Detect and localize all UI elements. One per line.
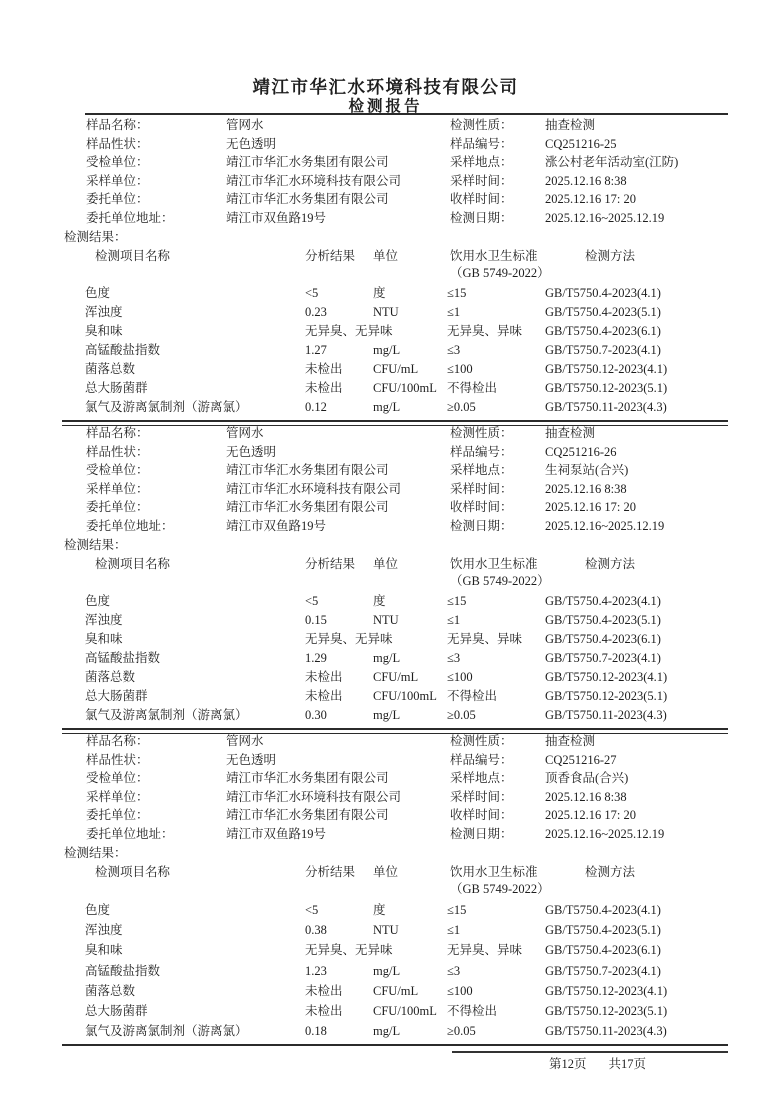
result-row (62, 900, 728, 920)
item-name: 高锰酸盐指数 (85, 651, 161, 665)
results-table (62, 592, 728, 725)
standard-value: ≤3 (447, 651, 461, 665)
standard-title: 饮用水卫生标准 (450, 249, 538, 263)
column-header-item: 检测项目名称 (95, 249, 171, 263)
column-header-method: 检测方法 (585, 865, 636, 879)
info-label: 受检单位： (86, 463, 149, 478)
standard-value: ≤100 (447, 983, 473, 998)
unit-value: mg/L (373, 400, 401, 414)
info-value: 管网水 (226, 734, 264, 748)
column-header-item: 检测项目名称 (95, 557, 171, 571)
info-value: 管网水 (226, 118, 264, 132)
method-value: GB/T5750.7-2023(4.1) (545, 963, 661, 978)
result-row (62, 1021, 728, 1041)
standard-value: 不得检出 (447, 1003, 498, 1018)
result-value: 未检出 (305, 689, 343, 703)
info-label: 样品编号： (450, 444, 513, 459)
unit-value (373, 940, 447, 960)
unit-value: mg/L (373, 343, 401, 357)
info-label: 收样时间： (450, 192, 513, 207)
info-label: 样品名称： (86, 118, 149, 132)
method-value: GB/T5750.12-2023(4.1) (545, 670, 668, 684)
info-value: 靖江市华汇水环境科技有限公司 (226, 789, 402, 804)
info-label: 检测日期： (450, 826, 513, 841)
info-row (86, 190, 401, 209)
info-value: 靖江市华汇水务集团有限公司 (226, 192, 389, 207)
result-row (62, 940, 728, 960)
info-value: 2025.12.16~2025.12.19 (545, 518, 665, 533)
item-name: 高锰酸盐指数 (85, 963, 161, 978)
info-row (86, 443, 401, 462)
info-label: 检测性质： (450, 426, 513, 440)
result-value: <5 (305, 903, 319, 917)
info-row (450, 769, 664, 788)
results-table-header (62, 248, 728, 284)
sample-info-right (450, 732, 664, 844)
method-value: GB/T5750.4-2023(4.1) (545, 594, 661, 608)
sample-info (62, 424, 728, 536)
result-row (62, 592, 728, 611)
result-row (62, 303, 728, 322)
result-row (62, 920, 728, 940)
info-row (86, 769, 401, 788)
column-header-method: 检测方法 (585, 249, 636, 263)
column-header-unit: 单位 (373, 557, 399, 571)
info-value: 无色透明 (226, 136, 277, 151)
info-row (86, 135, 401, 154)
standard-value: ≤3 (447, 963, 461, 978)
result-value: 无异臭、无异味 (305, 632, 393, 646)
result-row (62, 611, 728, 630)
item-name: 臭和味 (85, 324, 123, 338)
results-table (62, 284, 728, 417)
info-label: 受检单位： (86, 771, 149, 786)
info-row (86, 424, 401, 443)
sample-info-left (86, 732, 401, 844)
result-value: 0.15 (305, 613, 327, 627)
unit-value: CFU/100mL (373, 1003, 437, 1018)
info-value: 靖江市双鱼路19号 (226, 518, 327, 533)
info-row (450, 732, 664, 751)
result-row (62, 981, 728, 1001)
unit-value: NTU (373, 613, 399, 627)
info-label: 检测性质： (450, 118, 513, 132)
company-title: 靖江市华汇水环境科技有限公司 (252, 77, 519, 97)
sample-section-3 (62, 732, 728, 1046)
result-value: 1.23 (305, 963, 327, 978)
standard-value: 无异臭、异味 (447, 943, 523, 958)
sample-info-right (450, 424, 664, 536)
method-value: GB/T5750.12-2023(4.1) (545, 362, 668, 376)
info-value: CQ251216-26 (545, 444, 617, 459)
info-row (86, 209, 401, 228)
page-footer (549, 1054, 646, 1072)
standard-value: 无异臭、异味 (447, 632, 523, 646)
result-value: 0.12 (305, 400, 327, 414)
info-row (450, 480, 664, 499)
item-name: 浑浊度 (85, 613, 123, 627)
results-table-header (62, 864, 728, 900)
unit-value: NTU (373, 305, 399, 319)
method-value: GB/T5750.7-2023(4.1) (545, 651, 661, 665)
info-row (450, 135, 678, 154)
info-value: 2025.12.16 17: 20 (545, 808, 636, 823)
unit-value: mg/L (373, 708, 401, 722)
info-row (86, 480, 401, 499)
unit-value: 度 (373, 286, 386, 300)
sample-section-1 (62, 116, 728, 426)
standard-value: ≥0.05 (447, 708, 476, 722)
column-header-unit: 单位 (373, 249, 399, 263)
report-title: 检测报告 (348, 98, 423, 115)
method-value: GB/T5750.4-2023(4.1) (545, 903, 661, 917)
standard-value: ≤100 (447, 670, 473, 684)
result-value: 未检出 (305, 362, 343, 376)
info-value: 靖江市华汇水环境科技有限公司 (226, 173, 402, 188)
unit-value (373, 322, 447, 341)
info-label: 检测日期： (450, 518, 513, 533)
info-label: 委托单位地址： (86, 210, 174, 225)
info-label: 样品性状： (86, 444, 149, 459)
method-value: GB/T5750.4-2023(6.1) (545, 324, 661, 338)
method-value: GB/T5750.11-2023(4.3) (545, 400, 667, 414)
result-row (62, 706, 728, 725)
item-name: 菌落总数 (85, 670, 136, 684)
info-label: 采样单位： (86, 789, 149, 804)
method-value: GB/T5750.12-2023(5.1) (545, 1003, 668, 1018)
result-row (62, 379, 728, 398)
standard-value: ≤100 (447, 362, 473, 376)
info-row (86, 806, 401, 825)
info-value: 靖江市华汇水务集团有限公司 (226, 808, 389, 823)
info-value: 2025.12.16 17: 20 (545, 500, 636, 515)
result-row (62, 687, 728, 706)
info-row (450, 209, 678, 228)
result-row (62, 668, 728, 687)
item-name: 浑浊度 (85, 305, 123, 319)
info-label: 委托单位： (86, 808, 149, 823)
result-value: 无异臭、无异味 (305, 324, 393, 338)
results-label: 检测结果： (64, 538, 127, 552)
results-label: 检测结果： (64, 846, 127, 860)
standard-reference: （GB 5749-2022） (450, 266, 550, 280)
info-value: 靖江市华汇水务集团有限公司 (226, 500, 389, 515)
result-value: 未检出 (305, 1003, 343, 1018)
info-label: 受检单位： (86, 155, 149, 170)
info-row (450, 116, 678, 135)
info-value: 涨公村老年活动室(江防) (545, 155, 679, 170)
info-row (86, 517, 401, 536)
info-value: 靖江市双鱼路19号 (226, 826, 327, 841)
info-value: 2025.12.16 8:38 (545, 789, 627, 804)
standard-value: ≥0.05 (447, 1024, 476, 1039)
info-row (450, 424, 664, 443)
info-row (86, 788, 401, 807)
info-label: 采样地点： (450, 771, 513, 786)
info-value: 无色透明 (226, 752, 277, 767)
item-name: 臭和味 (85, 632, 123, 646)
method-value: GB/T5750.4-2023(4.1) (545, 286, 661, 300)
result-value: 1.29 (305, 651, 327, 665)
info-row (86, 498, 401, 517)
info-row (450, 825, 664, 844)
result-row (62, 341, 728, 360)
standard-title: 饮用水卫生标准 (450, 865, 538, 879)
result-row (62, 360, 728, 379)
unit-value: NTU (373, 923, 399, 938)
method-value: GB/T5750.12-2023(5.1) (545, 689, 668, 703)
info-label: 采样单位： (86, 481, 149, 496)
info-label: 委托单位： (86, 500, 149, 515)
info-value: 2025.12.16~2025.12.19 (545, 826, 665, 841)
standard-value: 无异臭、异味 (447, 324, 523, 338)
item-name: 色度 (85, 286, 111, 300)
info-row (86, 732, 401, 751)
unit-value: mg/L (373, 1024, 401, 1039)
standard-value: ≤15 (447, 903, 467, 917)
info-row (86, 116, 401, 135)
method-value: GB/T5750.4-2023(5.1) (545, 305, 661, 319)
result-row (62, 961, 728, 981)
info-value: 生祠泵站(合兴) (545, 463, 629, 478)
standard-value: ≤15 (447, 286, 467, 300)
info-label: 采样单位： (86, 173, 149, 188)
info-label: 样品性状： (86, 136, 149, 151)
result-value: 无异臭、无异味 (305, 943, 393, 958)
info-value: 无色透明 (226, 444, 277, 459)
info-value: 抽查检测 (545, 426, 596, 440)
info-row (450, 751, 664, 770)
item-name: 臭和味 (85, 943, 123, 958)
result-value: <5 (305, 286, 319, 300)
result-value: 1.27 (305, 343, 327, 357)
column-header-result: 分析结果 (305, 865, 356, 879)
column-header-item: 检测项目名称 (95, 865, 171, 879)
info-value: 顶香食品(合兴) (545, 771, 629, 786)
item-name: 氯气及游离氯制剂（游离氯） (85, 1024, 248, 1039)
info-label: 样品名称： (86, 426, 149, 440)
info-value: 管网水 (226, 426, 264, 440)
standard-value: ≤1 (447, 923, 461, 938)
info-value: 2025.12.16~2025.12.19 (545, 210, 665, 225)
page-number: 第12页 (549, 1057, 587, 1071)
info-row (86, 751, 401, 770)
result-row (62, 649, 728, 668)
info-row (450, 498, 664, 517)
results-label: 检测结果： (64, 230, 127, 244)
total-pages: 共17页 (608, 1057, 647, 1071)
info-label: 采样时间： (450, 481, 513, 496)
unit-value: CFU/100mL (373, 381, 437, 395)
info-row (86, 825, 401, 844)
item-name: 总大肠菌群 (85, 381, 148, 395)
info-label: 检测性质： (450, 734, 513, 748)
sample-info-left (86, 424, 401, 536)
standard-reference: （GB 5749-2022） (450, 882, 550, 896)
info-value: 2025.12.16 17: 20 (545, 192, 636, 207)
result-row (62, 322, 728, 341)
info-value: 2025.12.16 8:38 (545, 173, 627, 188)
unit-value: CFU/mL (373, 670, 419, 684)
unit-value: mg/L (373, 963, 401, 978)
info-row (450, 461, 664, 480)
item-name: 菌落总数 (85, 983, 136, 998)
info-label: 委托单位地址： (86, 826, 174, 841)
column-header-standard (447, 248, 550, 284)
info-row (450, 788, 664, 807)
info-row (450, 153, 678, 172)
item-name: 氯气及游离氯制剂（游离氯） (85, 400, 248, 414)
info-value: 抽查检测 (545, 118, 596, 132)
results-table (62, 900, 728, 1041)
info-value: CQ251216-27 (545, 752, 617, 767)
result-value: 0.38 (305, 923, 327, 938)
sample-info (62, 732, 728, 844)
result-value: 未检出 (305, 983, 343, 998)
sample-info (62, 116, 728, 228)
item-name: 总大肠菌群 (85, 1003, 148, 1018)
standard-value: ≤1 (447, 305, 461, 319)
info-label: 采样地点： (450, 463, 513, 478)
unit-value: 度 (373, 903, 386, 917)
info-label: 收样时间： (450, 808, 513, 823)
info-value: 2025.12.16 8:38 (545, 481, 627, 496)
info-label: 样品编号： (450, 752, 513, 767)
unit-value (373, 630, 447, 649)
result-row (62, 284, 728, 303)
unit-value: CFU/100mL (373, 689, 437, 703)
footer-rule (452, 1051, 728, 1053)
info-label: 委托单位： (86, 192, 149, 207)
method-value: GB/T5750.12-2023(4.1) (545, 983, 668, 998)
info-label: 采样时间： (450, 173, 513, 188)
info-row (450, 172, 678, 191)
method-value: GB/T5750.7-2023(4.1) (545, 343, 661, 357)
method-value: GB/T5750.4-2023(5.1) (545, 923, 661, 938)
info-value: 靖江市华汇水务集团有限公司 (226, 771, 389, 786)
sample-info-left (86, 116, 401, 228)
standard-value: ≤3 (447, 343, 461, 357)
info-value: 靖江市华汇水务集团有限公司 (226, 155, 389, 170)
unit-value: 度 (373, 594, 386, 608)
method-value: GB/T5750.11-2023(4.3) (545, 1024, 667, 1039)
standard-value: ≤15 (447, 594, 467, 608)
section-separator (62, 1044, 728, 1046)
results-table-header (62, 556, 728, 592)
info-label: 样品性状： (86, 752, 149, 767)
result-value: <5 (305, 594, 319, 608)
info-value: 靖江市双鱼路19号 (226, 210, 327, 225)
info-row (450, 190, 678, 209)
result-row (62, 1001, 728, 1021)
unit-value: mg/L (373, 651, 401, 665)
info-value: CQ251216-25 (545, 136, 617, 151)
column-header-method: 检测方法 (585, 557, 636, 571)
info-label: 检测日期： (450, 210, 513, 225)
info-value: 抽查检测 (545, 734, 596, 748)
info-row (86, 461, 401, 480)
standard-value: 不得检出 (447, 689, 498, 703)
standard-value: ≥0.05 (447, 400, 476, 414)
info-row (450, 517, 664, 536)
method-value: GB/T5750.4-2023(5.1) (545, 613, 661, 627)
info-label: 采样地点： (450, 155, 513, 170)
method-value: GB/T5750.4-2023(6.1) (545, 632, 661, 646)
info-label: 样品名称： (86, 734, 149, 748)
column-header-result: 分析结果 (305, 249, 356, 263)
column-header-standard (447, 864, 550, 900)
item-name: 浑浊度 (85, 923, 123, 938)
item-name: 菌落总数 (85, 362, 136, 376)
result-value: 未检出 (305, 670, 343, 684)
info-label: 样品编号： (450, 136, 513, 151)
item-name: 高锰酸盐指数 (85, 343, 161, 357)
info-value: 靖江市华汇水环境科技有限公司 (226, 481, 402, 496)
result-value: 0.30 (305, 708, 327, 722)
info-label: 收样时间： (450, 500, 513, 515)
result-value: 0.23 (305, 305, 327, 319)
column-header-unit: 单位 (373, 865, 399, 879)
info-row (450, 806, 664, 825)
title-rule (85, 113, 728, 115)
info-label: 采样时间： (450, 789, 513, 804)
column-header-result: 分析结果 (305, 557, 356, 571)
info-row (450, 443, 664, 462)
standard-value: 不得检出 (447, 381, 498, 395)
result-value: 未检出 (305, 381, 343, 395)
method-value: GB/T5750.4-2023(6.1) (545, 943, 661, 958)
standard-title: 饮用水卫生标准 (450, 557, 538, 571)
sample-info-right (450, 116, 678, 228)
method-value: GB/T5750.11-2023(4.3) (545, 708, 667, 722)
standard-value: ≤1 (447, 613, 461, 627)
info-row (86, 172, 401, 191)
column-header-standard (447, 556, 550, 592)
sample-section-2 (62, 424, 728, 734)
result-value: 0.18 (305, 1024, 327, 1039)
info-row (86, 153, 401, 172)
unit-value: CFU/mL (373, 983, 419, 998)
info-value: 靖江市华汇水务集团有限公司 (226, 463, 389, 478)
result-row (62, 630, 728, 649)
unit-value: CFU/mL (373, 362, 419, 376)
method-value: GB/T5750.12-2023(5.1) (545, 381, 668, 395)
item-name: 氯气及游离氯制剂（游离氯） (85, 708, 248, 722)
standard-reference: （GB 5749-2022） (450, 574, 550, 588)
item-name: 总大肠菌群 (85, 689, 148, 703)
result-row (62, 398, 728, 417)
item-name: 色度 (85, 903, 111, 917)
item-name: 色度 (85, 594, 111, 608)
info-label: 委托单位地址： (86, 518, 174, 533)
